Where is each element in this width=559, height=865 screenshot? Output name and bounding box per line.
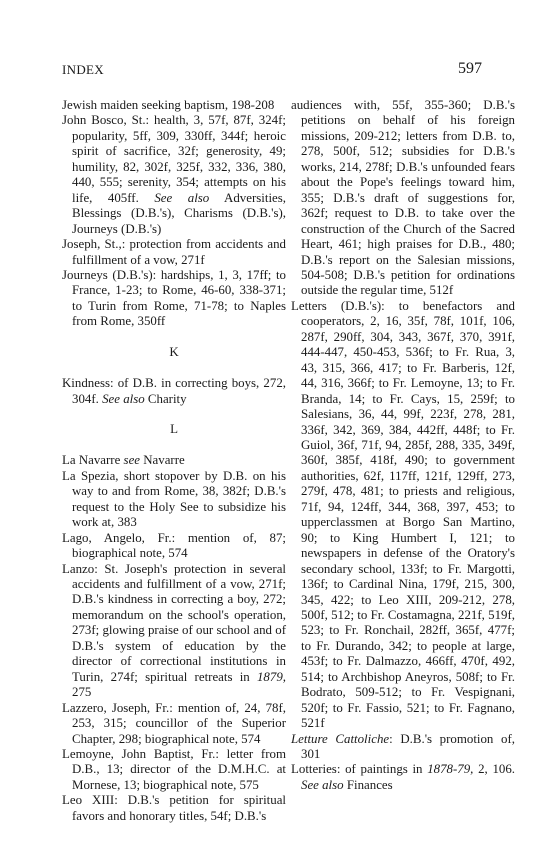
spacer — [62, 407, 286, 422]
index-entry — [62, 701, 286, 747]
index-entry-continued — [62, 98, 286, 113]
index-entry — [62, 113, 286, 237]
entry-text: Joseph, St.,: protection from accidents and fulfillment of a vow, 271f — [62, 237, 286, 267]
page-number: 597 — [458, 60, 482, 77]
italic-text: 1878-79, — [427, 762, 474, 777]
running-header: INDEX — [62, 62, 104, 77]
entry-text: 275 — [72, 685, 92, 700]
index-entry — [62, 469, 286, 531]
index-entry — [62, 531, 286, 562]
index-entry — [62, 376, 286, 407]
entry-text: La Spezia, short stopover by D.B. on his way to and from Rome, 38, 382f; D.B.'s request to the Holy See to subsidize his work at, 383 — [62, 468, 286, 530]
index-entry — [62, 453, 286, 468]
italic-text: See also — [301, 777, 344, 792]
entry-text: Adversities, Blessings (D.B.'s), Charisms (D.B.'s), Journeys (D.B.'s) — [72, 190, 286, 236]
entry-text: Navarre — [140, 453, 185, 468]
entry-text: 2, 106. — [473, 762, 515, 777]
entry-text: Lanzo: St. Joseph's protection in several accidents and fulfillment of a vow, 271f; D.B.'s kindness in correcting a boy, 272; memorandum on the school's operation, 273f; glowing praise of our school and of D.B.'s system of education by the director of correctional institutions in Turin, 274f; spiritual retreats in — [62, 561, 286, 684]
entry-text: Finances — [343, 777, 393, 792]
spacer — [62, 330, 286, 345]
entry-text: Letters (D.B.'s): to benefactors and cooperators, 2, 16, 35f, 78f, 101f, 106, 287f, 290ff, 304, 343, 367f, 370, 391f, 444-447, 450-453, 536f; to Fr. Rua, 3, 43, 315, 366, 417; to Fr. Barberis, 12f, 44, 316, 366f; to Fr. Lemoyne, 13; to Fr. Branda, 14; to Fr. Cays, 15, 259f; to Salesians, 36, 44, 99f, 223f, 278, 281, 336f, 342, 369, 384, 442ff, 448f; to Fr. Guiol, 36f, 71f, 94, 285f, 288, 335, 349f, 360f, 385f, 418f, 490; to government authorities, 62f, 117ff, 121f, 129ff, 273, 279f, 478, 481; to priests and religious, 71f, 94, 124ff, 344, 368, 397, 453; to upperclassmen at Borgo San Martino, 90; to King Humbert I, 121; to newspapers in defense of the Oratory's secondary school, 133f; to Fr. Margotti, 136f; to Cardinal Nina, 179f, 215, 300, 345, 422; to Leo XIII, 209-212, 278, 500f, 512; to Fr. Costamagna, 221f, 519f, 523; to Fr. Ronchail, 282ff, 365f, 477f; to Fr. Durando, 342; to people at large, 453f; to Fr. Dalmazzo, 466ff, 470f, 492, 514; to Archbishop Aneyros, 508f; to Fr. Bodrato, 509-512; to Fr. Vespignani, 520f; to Fr. Fassio, 521; to Fr. Fagnano, 521f — [291, 298, 515, 731]
index-entry — [62, 793, 286, 824]
entry-text: Jewish maiden seeking baptism, 198-208 — [62, 98, 275, 112]
entry-text: Journeys (D.B.'s): hardships, 1, 3, 17ff; to France, 1-23; to Rome, 46-60, 338-371; to Turin from Rome, 71-78; to Naples from Rome, 350ff — [62, 267, 286, 329]
entry-text: : D.B.'s promotion of, 301 — [301, 731, 515, 762]
spacer — [62, 361, 286, 376]
index-entry — [291, 299, 515, 732]
entry-text: Lago, Angelo, Fr.: mention of, 87; biographical note, 574 — [62, 530, 286, 561]
spacer — [62, 438, 286, 453]
index-entry — [62, 237, 286, 268]
entry-text: Lemoyne, John Baptist, Fr.: letter from D.B., 13; director of the D.M.H.C. at Mornese, 13; biographical note, 575 — [62, 746, 286, 792]
section-letter: L — [170, 422, 178, 437]
italic-text: See also — [154, 190, 210, 205]
entry-text: Kindness: of D.B. in correcting boys, 272, 304f. — [62, 376, 286, 406]
index-entry — [62, 747, 286, 793]
section-letter: K — [169, 345, 179, 360]
entry-text: Charity — [144, 391, 187, 406]
index-entry — [62, 562, 286, 701]
entry-text: Lazzero, Joseph, Fr.: mention of, 24, 78f, 253, 315; councillor of the Superior Chapter, 298; biographical note, 574 — [62, 700, 286, 746]
entry-text: John Bosco, St.: health, 3, 57f, 87f, 324f; popularity, 5ff, 309, 330ff, 344f; heroic spirit of sacrifice, 32f; generosity, 49; humility, 82, 302f, 325f, 332, 336, 380, 440, 555; serenity, 354; attempts on his life, 405ff. — [62, 113, 286, 205]
index-entry — [291, 762, 515, 793]
italic-text: see — [123, 453, 141, 468]
entry-text: audiences with, 55f, 355-360; D.B.'s petitions on behalf of his foreign missions, 209-212; letters from D.B. to, 278, 500f, 512; subsidies for D.B.'s works, 214, 278f; D.B.'s unfounded fears about the Pope's feelings toward him, 355; D.B.'s draft of suggestions for, 362f; request to D.B. to take over the construction of the Church of the Sacred Heart, 461; high praises for D.B., 480; D.B.'s report on the Salesian missions, 504-508; D.B.'s petition for ordinations outside the regular time, 512f — [291, 98, 515, 298]
italic-text: See also — [102, 391, 145, 406]
index-column-left — [62, 98, 286, 824]
italic-text: Letture Cattoliche — [291, 731, 390, 746]
index-entry-continued — [291, 98, 515, 299]
index-column-right — [291, 98, 515, 793]
index-entry — [291, 732, 515, 763]
index-entry — [62, 268, 286, 330]
entry-text: La Navarre — [62, 453, 124, 468]
entry-text: Lotteries: of paintings in — [291, 762, 428, 777]
entry-text: Leo XIII: D.B.'s petition for spiritual favors and honorary titles, 54f; D.B.'s — [62, 793, 286, 823]
italic-text: 1879, — [256, 669, 286, 684]
